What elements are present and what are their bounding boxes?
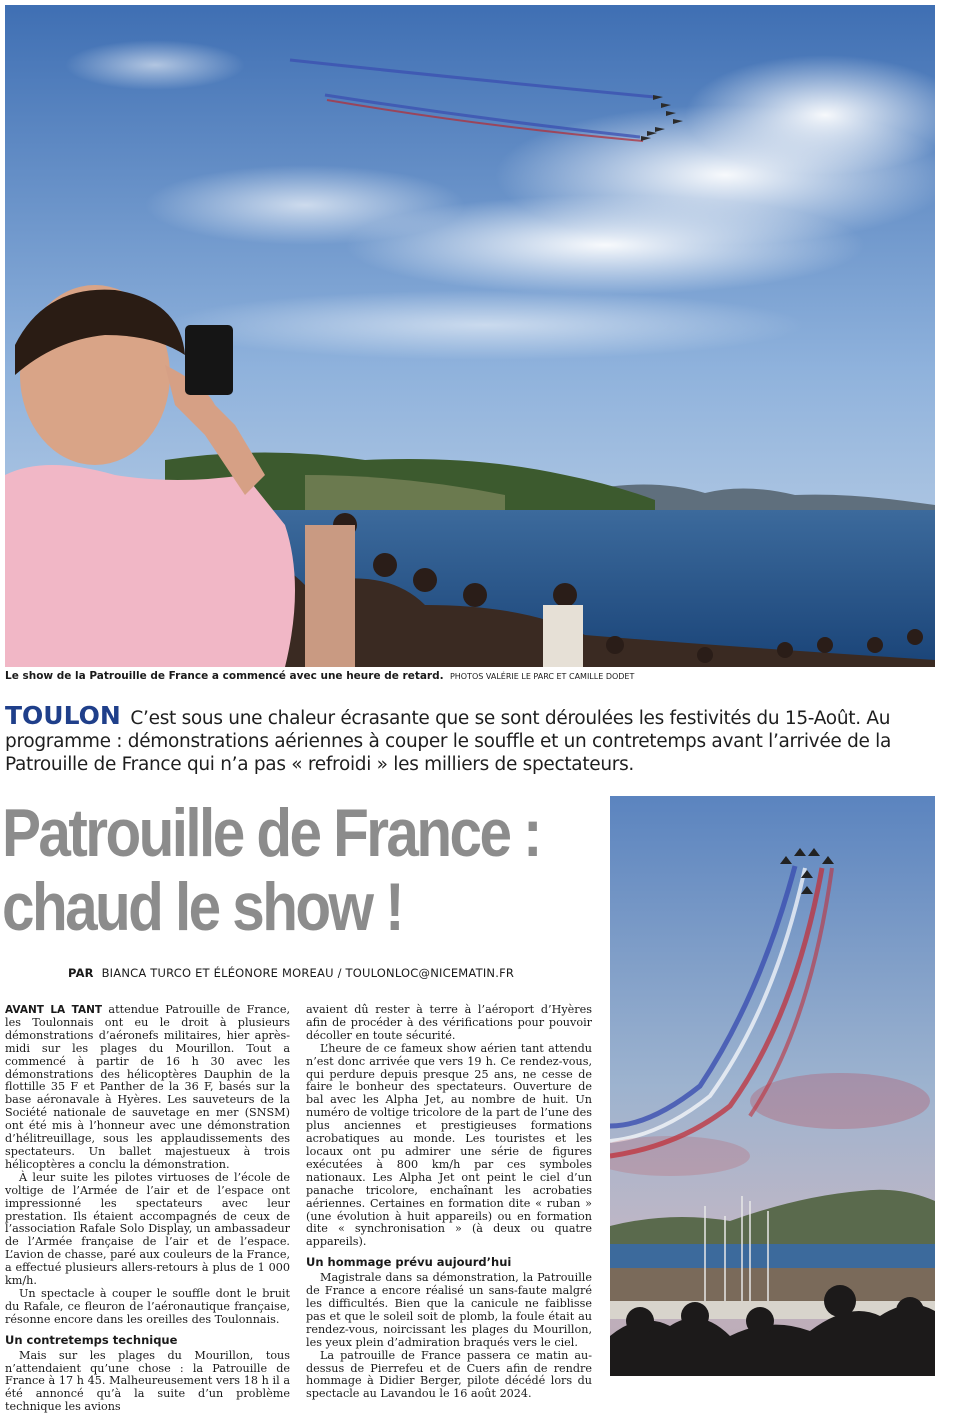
- paragraph: avaient dû rester à terre à l’aéroport d’Hyères afin de procéder à des vérifications pour pouvoir décoller en toute sécurité.: [306, 1003, 592, 1042]
- paragraph: [5, 1004, 290, 1172]
- photo-caption: [5, 670, 935, 683]
- headline: [2, 795, 540, 945]
- side-photo: [610, 796, 935, 1376]
- headline-line-1: Patrouille de France :: [2, 795, 540, 871]
- article-column-2: [306, 1004, 592, 1401]
- caption-text: Le show de la Patrouille de France a commencé avec une heure de retard.: [5, 670, 444, 682]
- byline-par: PAR: [68, 966, 94, 980]
- paragraph: L’heure de ce fameux show aérien tant attendu n’est donc arrivée que vers 19 h. Ce rendez-vous, qui perdure depuis presque 25 ans, ne cesse de faire le bonheur des spectateurs. Ouverture de bal avec les Alpha Jet, au nombre de huit. Un numéro de voltige tricolore de la part de l’une des plus anciennes et prestigieuses formations acrobatiques au monde. Les touristes et les locaux ont pu admirer une série de figures exécutées à 800 km/h par ces symboles nationaux. Les Alpha Jet ont peint le ciel d’un panache tricolore, enchaînant les acrobaties aériennes. Certaines en formation dite « ruban » (une évolution à huit appareils) ou en formation dite « synchronisation » (à deux ou quatre appareils).: [306, 1041, 592, 1249]
- headline-line-2: chaud le show !: [2, 869, 402, 945]
- subheading-contretemps: Un contretemps technique: [5, 1332, 178, 1347]
- subheading-hommage: Un hommage prévu aujourd’hui: [306, 1255, 512, 1270]
- photo-credit: PHOTOS VALÉRIE LE PARC ET CAMILLE DODET: [449, 672, 635, 681]
- paragraph: À leur suite les pilotes virtuoses de l’école de voltige de l’Armée de l’air et de l’espace ont impressionné les spectateurs avec leur prestation. Ils étaient accompagnés de ceux de l’association Rafale Solo Display, un ambassadeur de l’Armée française de l’air et de l’espace. L’avion de chasse, paré aux couleurs de la France, a effectué plusieurs allers-retours à plus de 1 000 km/h.: [5, 1170, 290, 1288]
- lead-text: C’est sous une chaleur écrasante que se sont déroulées les festivités du 15-Août. Au programme : démonstrations aériennes à couper le souffle et un contretemps avant l’arrivée de la Patrouille de France qui n’a pas « refroidi » les milliers de spectateurs.: [5, 708, 892, 775]
- location-kicker: TOULON: [5, 701, 121, 730]
- top-photo-illustration: [5, 5, 935, 667]
- side-photo-illustration: [610, 796, 935, 1376]
- article-lead: [5, 701, 940, 776]
- top-photo: [5, 5, 935, 667]
- paragraph: Magistrale dans sa démonstration, la Patrouille de France a encore réalisé un sans-faute malgré les difficultés. Bien que la canicule ne faiblisse pas et que le soleil soit de plomb, la foule était au rendez-vous, noircissant les plages du Mourillon, les yeux plein d’admiration braqués vers le ciel.: [306, 1271, 592, 1349]
- byline: [68, 966, 514, 980]
- paragraph-text: attendue Patrouille de France, les Toulonnais ont eu le droit à plusieurs démonstrations d’aéronefs militaires, hier après-midi sur les plages du Mourillon. Tout a commencé à partir de 16 h 30 avec les démonstrations des hélicoptères Dauphin de la flottille 35 F et Panther de la 36 F, basés sur la base aéronavale à Hyères. Les sauveteurs de la Société nationale de sauvetage en mer (SNSM) ont été mis à l’honneur avec une démonstration d’hélitreuillage, sous les applaudissements des spectateurs. Un ballet majestueux à trois hélicoptères a conclu la démonstration.: [5, 1003, 290, 1171]
- paragraph: Un spectacle à couper le souffle dont le bruit du Rafale, ce fleuron de l’aéronautique française, résonne encore dans les oreilles des Toulonnais.: [5, 1286, 290, 1326]
- drop-in-lead: AVANT LA TANT: [5, 1004, 103, 1016]
- paragraph: La patrouille de France passera ce matin au-dessus de Pierrefeu et de Cuers afin de rendre hommage à Didier Berger, pilote décédé lors du spectacle au Lavandou le 16 août 2024.: [306, 1348, 592, 1401]
- byline-authors: BIANCA TURCO ET ÉLÉONORE MOREAU / TOULONLOC@NICEMATIN.FR: [101, 966, 515, 980]
- article-column-1: [5, 1004, 290, 1414]
- paragraph: Mais sur les plages du Mourillon, tous n’attendaient qu’une chose : la Patrouille de France à 17 h 45. Malheureusement vers 18 h il a été annoncé qu’à la suite d’un problème technique les avions: [5, 1348, 290, 1414]
